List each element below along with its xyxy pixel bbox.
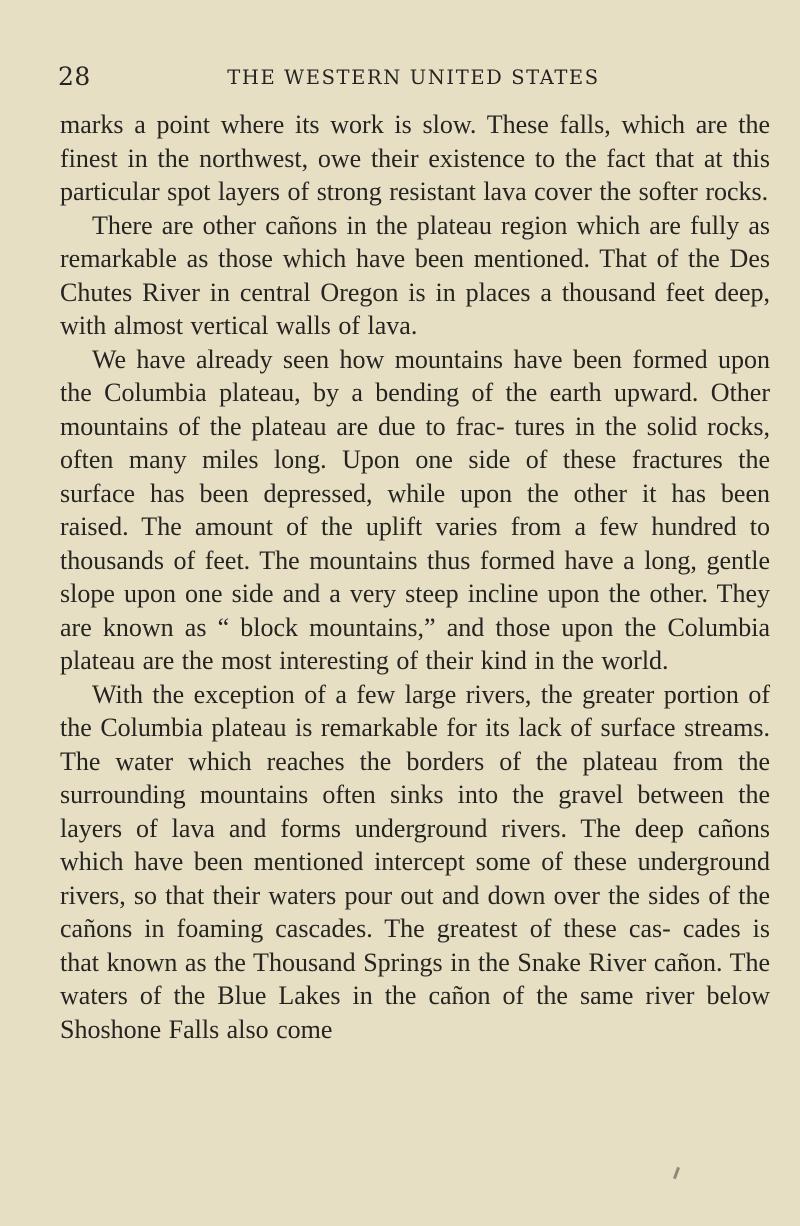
body-text [60, 108, 770, 1046]
paragraph-block-mountains: We have already seen how mountains have been formed upon the Columbia plateau, by a bending of the earth upward. Other mountains of the plateau are due to frac- tures in the solid rocks, often many miles long. Upon one side of these fractures the surface has been depressed, while upon the other it has been raised. The amount of the uplift varies from a few hundred to thousands of feet. The mountains thus formed have a long, gentle slope upon one side and a very steep incline upon the other. They are known as “ block mountains,” and those upon the Columbia plateau are the most interesting of their kind in the world. [60, 344, 770, 675]
paragraph-underground-rivers: With the exception of a few large rivers, the greater portion of the Columbia plateau is remarkable for its lack of surface streams. The water which reaches the borders of the plateau from the surrounding mountains often sinks into the gravel between the layers of lava and forms underground rivers. The deep cañons which have been mentioned intercept some of these underground rivers, so that their waters pour out and down over the sides of the cañons in foaming cascades. The greatest of these cas- cades is that known as the Thousand Springs in the Snake River cañon. The waters of the Blue Lakes in the cañon of the same river below Shoshone Falls also come [60, 679, 770, 1044]
page-number: 28 [58, 62, 91, 91]
paragraph-canons: There are other cañons in the plateau region which are fully as remarkable as those which have been mentioned. That of the Des Chutes River in central Oregon is in places a thousand feet deep, with almost vertical walls of lava. [60, 210, 770, 340]
paragraph-continued: marks a point where its work is slow. These falls, which are the finest in the northwest, owe their existence to the fact that at this particular spot layers of strong resistant lava cover the softer rocks. [60, 110, 770, 206]
running-title: THE WESTERN UNITED STATES [227, 66, 600, 89]
running-head [58, 62, 769, 96]
ink-mark [673, 1167, 680, 1179]
